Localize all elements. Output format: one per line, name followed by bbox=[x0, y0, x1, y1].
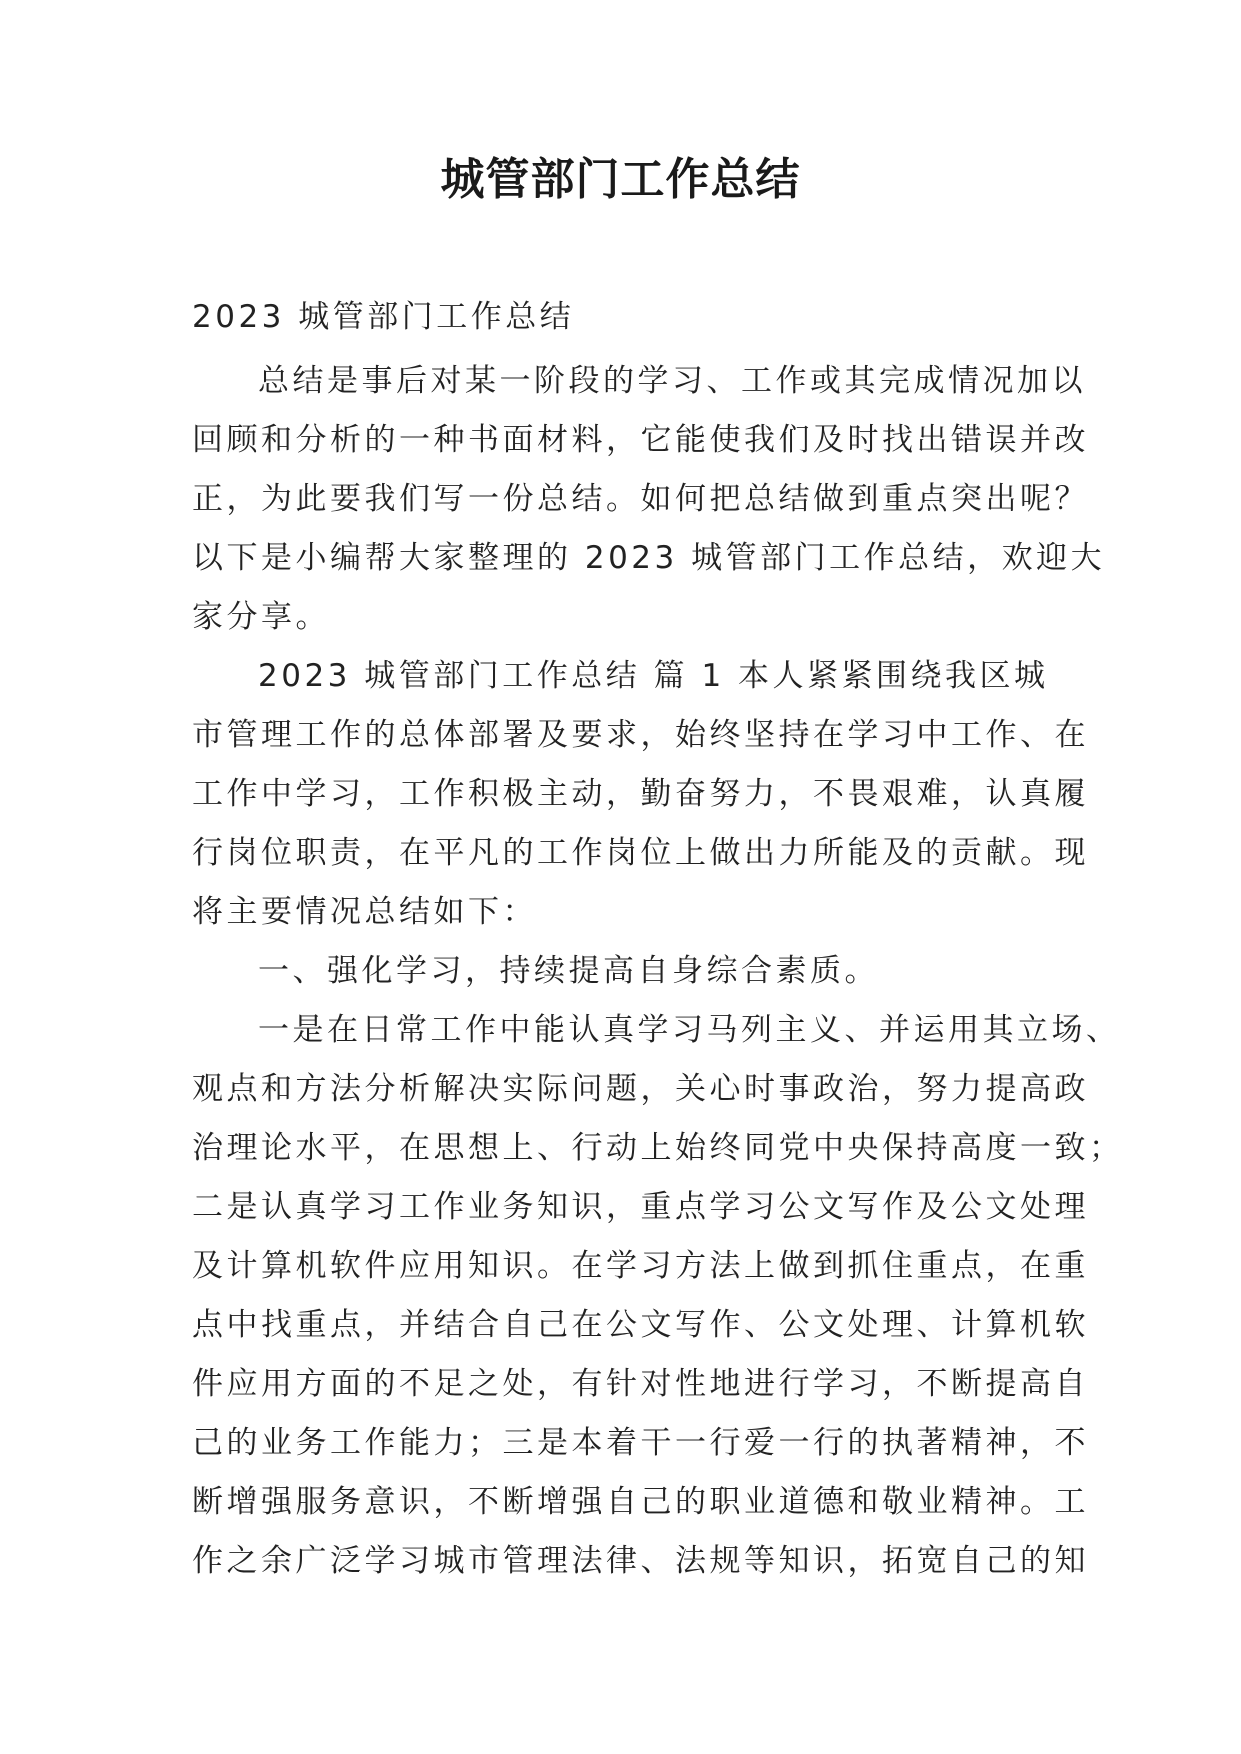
body-line: 工作中学习，工作积极主动，勤奋努力，不畏艰难，认真履 bbox=[192, 776, 1089, 812]
body-line: 回顾和分析的一种书面材料，它能使我们及时找出错误并改 bbox=[192, 422, 1089, 458]
document-subtitle: 2023 城管部门工作总结 bbox=[192, 299, 575, 335]
document-body bbox=[192, 288, 1124, 1591]
body-line: 点中找重点，并结合自己在公文写作、公文处理、计算机软 bbox=[192, 1307, 1089, 1343]
body-line: 及计算机软件应用知识。在学习方法上做到抓住重点，在重 bbox=[192, 1248, 1089, 1284]
body-line: 治理论水平，在思想上、行动上始终同党中央保持高度一致； bbox=[192, 1130, 1124, 1166]
body-line: 将主要情况总结如下： bbox=[192, 894, 537, 930]
body-line: 2023 城管部门工作总结 篇 1 本人紧紧围绕我区城 bbox=[258, 658, 1049, 694]
body-line: 正，为此要我们写一份总结。如何把总结做到重点突出呢？ bbox=[192, 481, 1089, 517]
body-line: 以下是小编帮大家整理的 2023 城管部门工作总结，欢迎大 bbox=[192, 540, 1106, 576]
body-line: 己的业务工作能力；三是本着干一行爱一行的执著精神，不 bbox=[192, 1425, 1089, 1461]
body-line: 作之余广泛学习城市管理法律、法规等知识，拓宽自己的知 bbox=[192, 1543, 1089, 1579]
body-line: 市管理工作的总体部署及要求，始终坚持在学习中工作、在 bbox=[192, 717, 1089, 753]
body-line: 一、强化学习，持续提高自身综合素质。 bbox=[258, 953, 879, 989]
body-line: 观点和方法分析解决实际问题，关心时事政治，努力提高政 bbox=[192, 1071, 1089, 1107]
body-line: 二是认真学习工作业务知识，重点学习公文写作及公文处理 bbox=[192, 1189, 1089, 1225]
document-title: 城管部门工作总结 bbox=[440, 154, 801, 205]
body-line: 断增强服务意识，不断增强自己的职业道德和敬业精神。工 bbox=[192, 1484, 1089, 1520]
body-lines bbox=[192, 352, 1124, 1591]
body-line: 行岗位职责，在平凡的工作岗位上做出力所能及的贡献。现 bbox=[192, 835, 1089, 871]
body-line: 家分享。 bbox=[192, 599, 330, 635]
body-line: 一是在日常工作中能认真学习马列主义、并运用其立场、 bbox=[258, 1012, 1121, 1048]
body-line: 件应用方面的不足之处，有针对性地进行学习，不断提高自 bbox=[192, 1366, 1089, 1402]
body-line: 总结是事后对某一阶段的学习、工作或其完成情况加以 bbox=[258, 363, 1086, 399]
